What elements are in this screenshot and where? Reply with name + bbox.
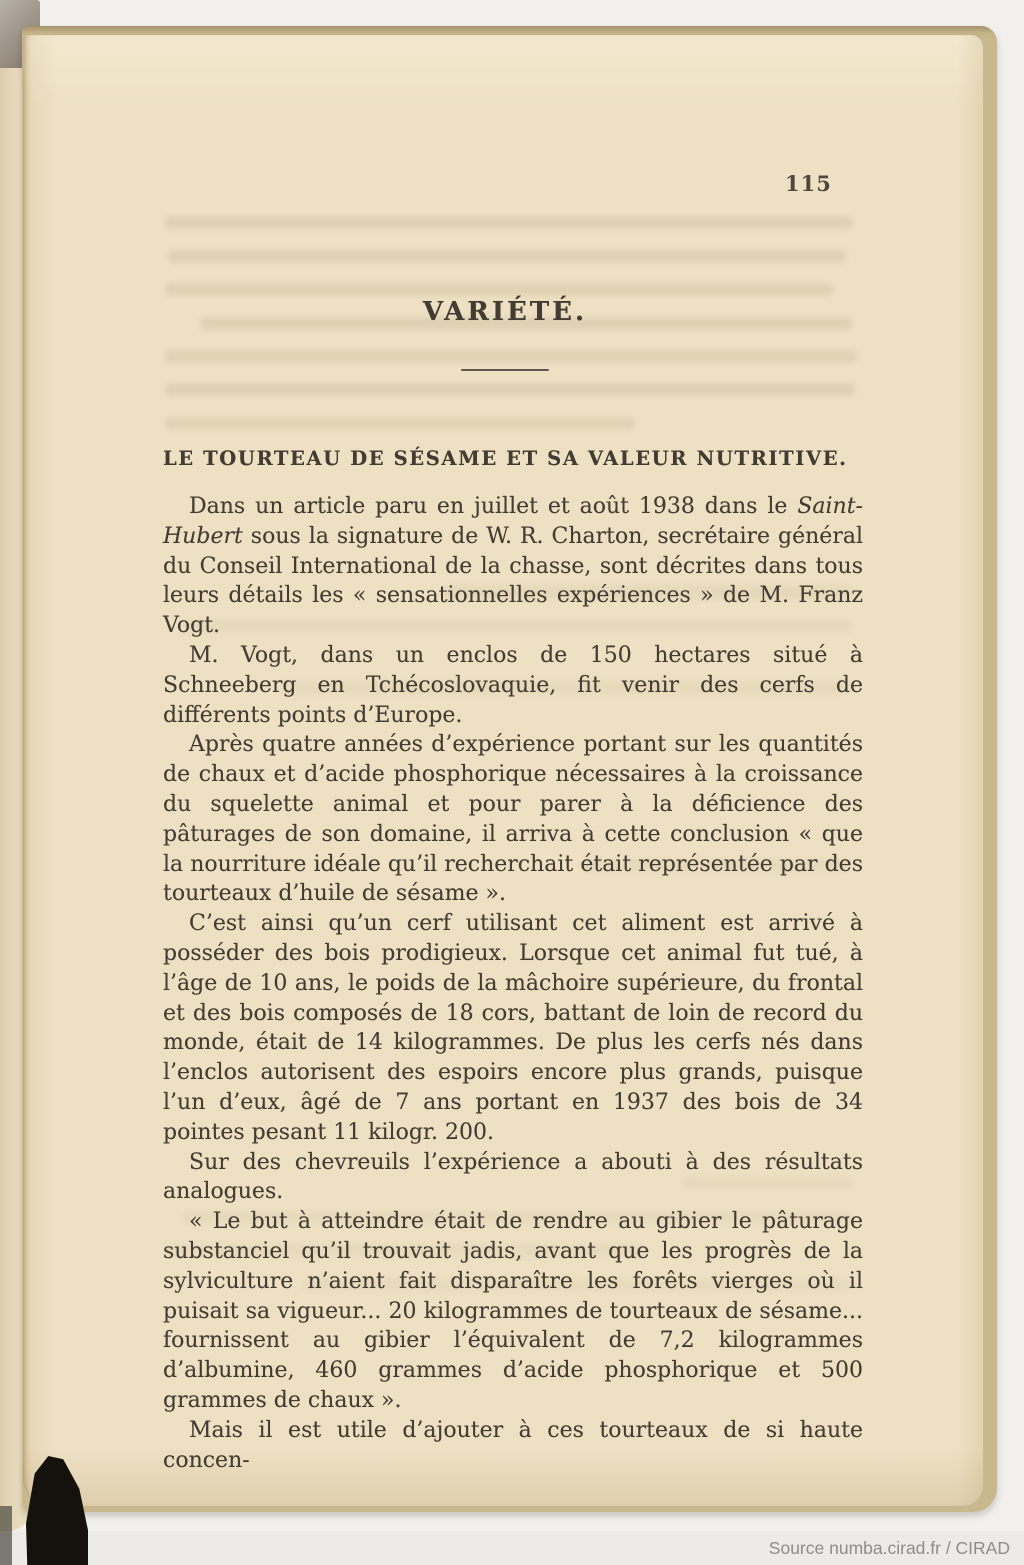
paragraph: [163, 909, 863, 1147]
source-attribution: Source numba.cirad.fr / CIRAD: [768, 1538, 1010, 1558]
page-sheet: [22, 26, 997, 1512]
ghost-line: [165, 383, 855, 396]
text-run: Dans un article paru en juillet et août 1938 dans le: [189, 494, 798, 519]
paragraph: [163, 1416, 863, 1476]
title-rule: [461, 369, 549, 371]
italic-run: Saint-Hubert: [163, 494, 863, 549]
text-run: M. Vogt, dans un enclos de 150 hectares situé à Schneeberg en Tchécoslovaquie, fit venir des cerfs de différents points d’Europe.: [163, 642, 863, 728]
ghost-line: [165, 417, 635, 430]
paragraph: [163, 641, 863, 730]
paragraph: [163, 730, 863, 909]
section-title: VARIÉTÉ.: [422, 297, 588, 327]
page-number: 115: [785, 171, 832, 196]
text-run: Mais il est utile d’ajouter à ces tourteaux de si haute concen-: [163, 1417, 863, 1473]
paragraph: [163, 492, 863, 641]
text-run: Sur des chevreuils l’expérience a abouti à des résultats analogues.: [163, 1149, 863, 1205]
ghost-line: [168, 250, 846, 263]
paragraph: [163, 1148, 863, 1208]
text-run: C’est ainsi qu’un cerf utilisant cet aliment est arrivé à posséder des bois prodigieux. Lorsque cet animal fut tué, à l’âge de 10 ans, le poids de la mâchoire supérieure, du frontal et des bois composés de 18 cors, battant de loin de record du monde, était de 14 kilogrammes. De plus les cerfs nés dans l’enclos autorisent des espoirs encore plus grands, puisque l’un d’eux, âgé de 7 ans portant en 1937 des bois de 34 pointes pesant 11 kilogr. 200.: [163, 911, 863, 1145]
section-title-block: [155, 295, 855, 371]
body-text: [163, 492, 863, 1475]
paragraph: [163, 1207, 863, 1416]
text-run: Après quatre années d’expérience portant sur les quantités de chaux et d’acide phosphorique nécessaires à la croissance du squelette animal et pour parer à la déficience des pâturages de son domaine, il arriva à cette conclusion « que la nourriture idéale qu’il recherchait était représentée par des tourteaux d’huile de sésame ».: [163, 732, 863, 907]
left-dark-edge: [0, 1506, 12, 1565]
text-run: sous la signature de W. R. Charton, secrétaire général du Conseil International de la chasse, sont décrites dans tous leurs détails les « sensationnelles expériences » de M. Franz Vogt.: [163, 523, 863, 639]
ghost-line: [165, 216, 853, 229]
article-heading: LE TOURTEAU DE SÉSAME ET SA VALEUR NUTRITIVE.: [163, 447, 848, 470]
text-run: « Le but à atteindre était de rendre au gibier le pâturage substanciel qu’il trouvait jadis, avant que les progrès de la sylviculture n’aient fait disparaître les forêts vierges où il puisait sa vigueur... 20 kilogrammes de tourteaux de sésame... fournissent au gibier l’équivalent de 7,2 kilogrammes d’albumine, 460 grammes d’acide phosphorique et 500 grammes de chaux ».: [163, 1209, 863, 1413]
